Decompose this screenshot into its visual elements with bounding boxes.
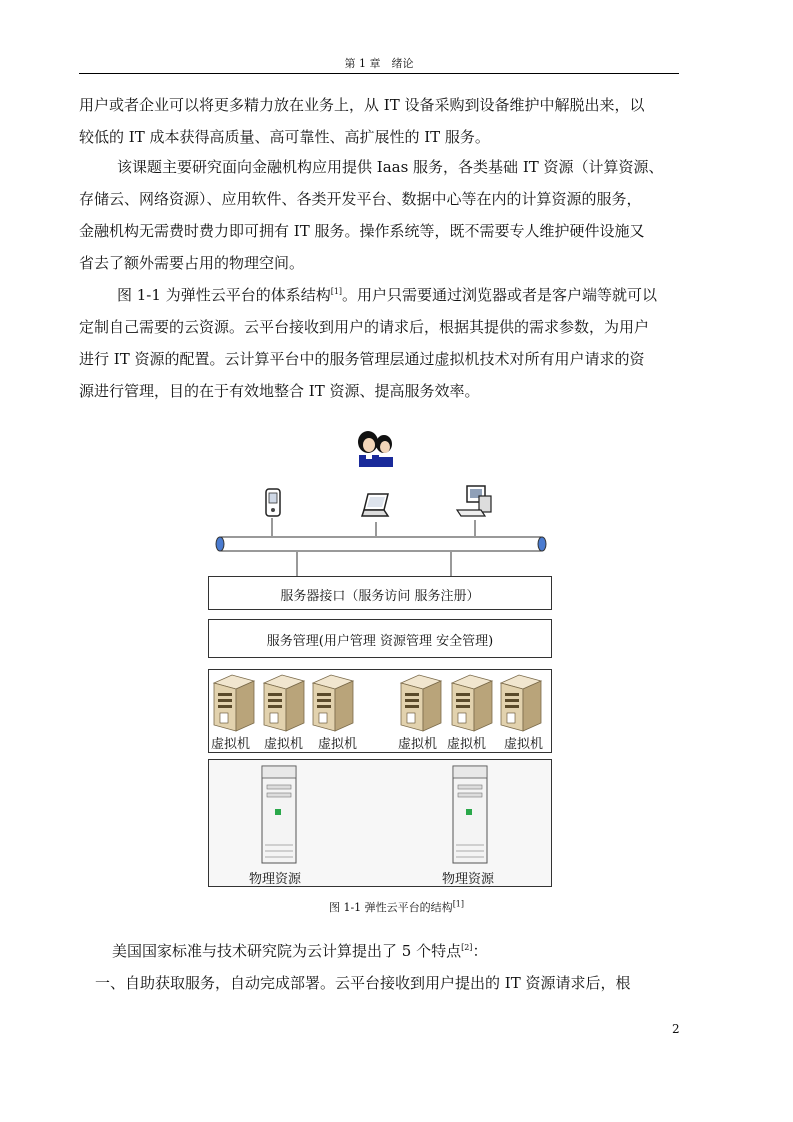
text-line: 较低的 IT 成本获得高质量、高可靠性、高扩展性的 IT 服务。 [79,128,490,146]
text-line [79,935,683,967]
text-line: 存储云、网络资源）、应用软件、各类开发平台、数据中心等在内的计算资源的服务， [79,190,642,208]
text-line: 定制自己需要的云资源。云平台接收到用户的请求后，根据其提供的需求参数，为用户 [79,318,650,336]
physical-resource-label: 物理资源 [442,872,495,887]
text-line: 源进行管理，目的在于有效地整合 IT 资源、提高服务效率。 [79,382,480,400]
virtual-machine-label: 虚拟机 [318,737,358,752]
text-line: 进行 IT 资源的配置。云计算平台中的服务管理层通过虚拟机技术对所有用户请求的资 [79,350,645,368]
caption-text: 图 1-1 弹性云平台的结构 [328,901,453,914]
virtual-machine-label: 虚拟机 [211,737,251,752]
header-rule [79,73,679,74]
text-span: 美国国家标准与技术研究院为云计算提出了 5 个特点 [112,942,462,960]
network-bus [214,534,548,554]
physical-server-icon [452,765,488,865]
physical-server-icon [261,765,297,865]
paragraph-2 [79,151,683,279]
paragraph-5 [95,967,685,999]
server-interface-box [208,576,552,610]
text-span: ： [472,942,488,960]
paragraph-4 [79,935,683,967]
virtual-machine-label: 虚拟机 [504,737,544,752]
text-line [79,279,683,311]
virtual-machine-server-icon [311,673,355,733]
virtual-machine-label: 虚拟机 [398,737,438,752]
users-icon [354,428,398,468]
citation-ref: [1] [452,899,465,909]
text-span: 图 1-1 为弹性云平台的体系结构 [117,286,331,304]
virtual-machine-server-icon [212,673,256,733]
server-interface-label: 服务器接口（服务访问 服务注册） [280,589,480,604]
text-line: 金融机构无需费时费力即可拥有 IT 服务。操作系统等，既不需要专人维护硬件设施又 [79,222,645,240]
text-line: 用户或者企业可以将更多精力放在业务上，从 IT 设备采购到设备维护中解脱出来，以 [79,96,645,114]
citation-ref: [2] [461,943,473,952]
physical-resource-label: 物理资源 [249,872,302,887]
citation-ref: [1] [330,287,343,296]
virtual-machine-label: 虚拟机 [264,737,304,752]
virtual-machine-label: 虚拟机 [447,737,487,752]
running-header: 第 1 章 绪论 [344,57,414,70]
virtual-machine-server-icon [262,673,306,733]
paragraph-1 [79,89,683,153]
text-line: 该课题主要研究面向金融机构应用提供 Iaas 服务，各类基础 IT 资源（计算资源、 [117,158,664,176]
paragraph-3 [79,279,683,407]
service-management-box [208,619,552,658]
virtual-machine-server-icon [450,673,494,733]
text-span: 。用户只需要通过浏览器或者是客户端等就可以 [342,286,658,304]
service-management-label: 服务管理(用户管理 资源管理 安全管理) [266,634,494,649]
figure-caption [0,899,793,915]
virtual-machine-server-icon [499,673,543,733]
text-line: 省去了额外需要占用的物理空间。 [79,254,305,272]
text-line: 一、自助获取服务，自动完成部署。云平台接收到用户提出的 IT 资源请求后，根 [95,974,631,992]
page-number: 2 [672,1022,680,1036]
virtual-machine-server-icon [399,673,443,733]
